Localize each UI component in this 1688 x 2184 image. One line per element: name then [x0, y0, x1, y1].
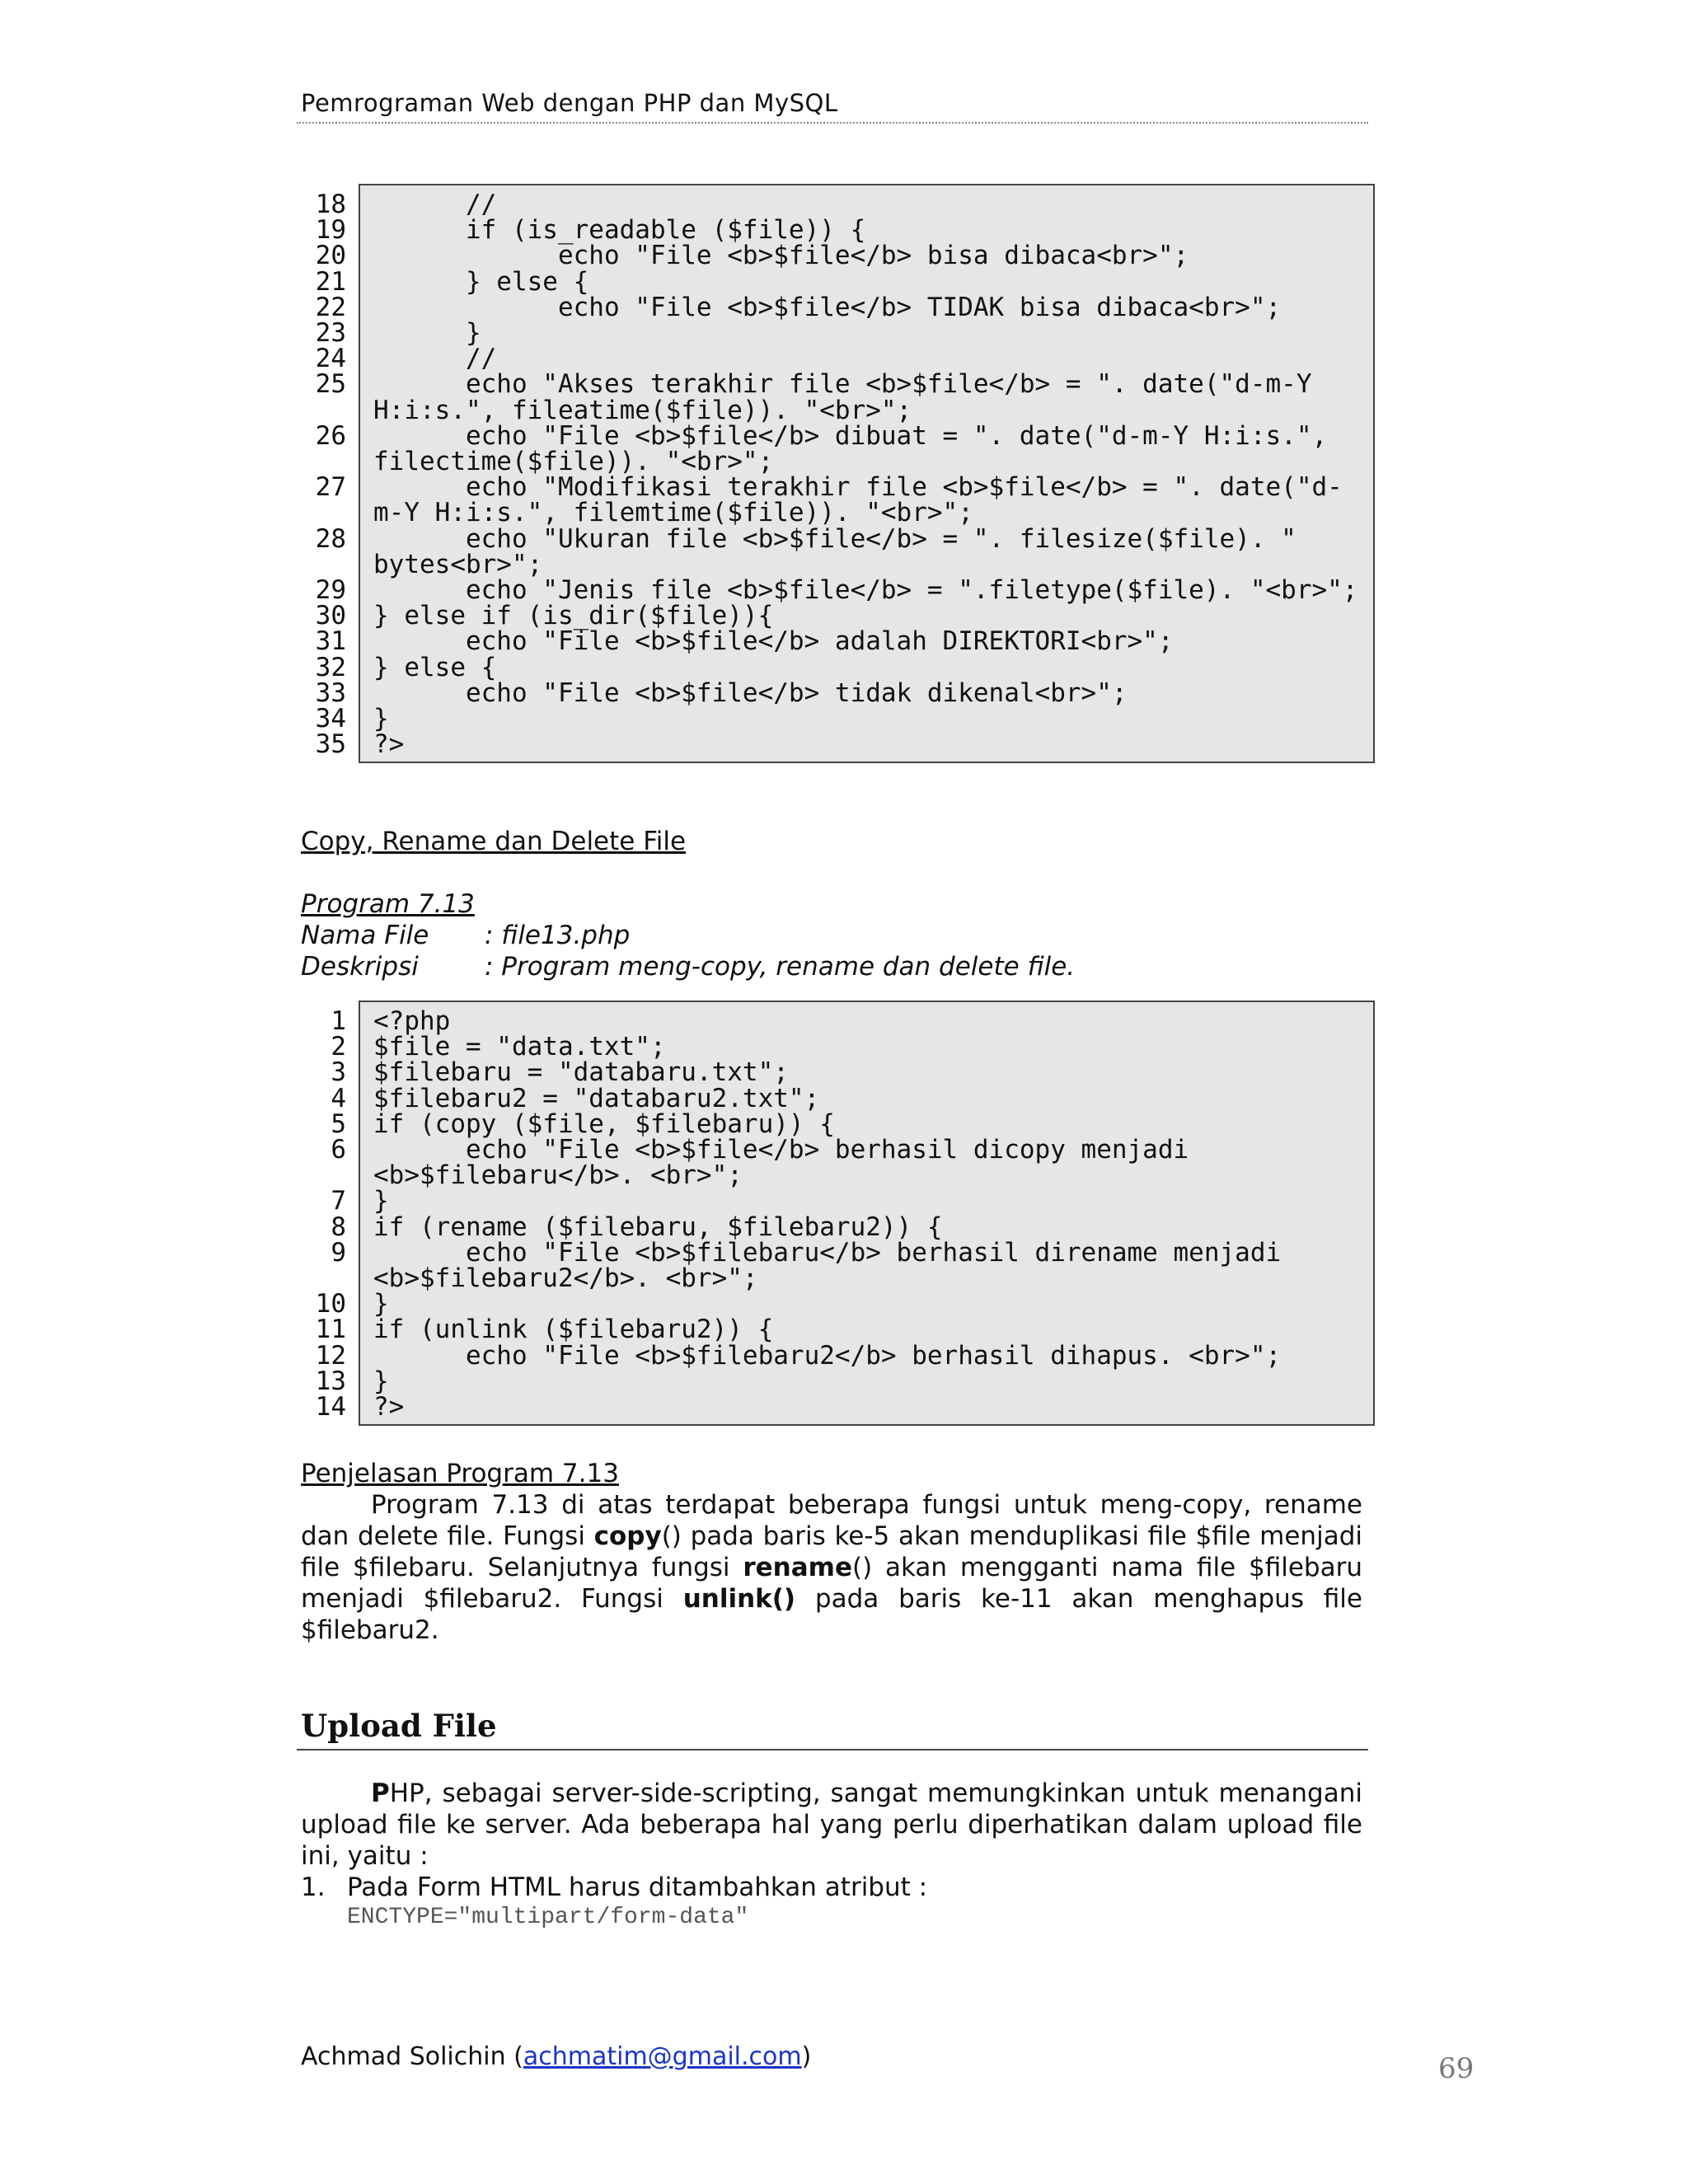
text-run: () pada baris ke-5 akan menduplikasi file $file menjadi file $filebaru. Selanjutnya fungsi: [301, 1521, 1362, 1582]
code-listing-box: [359, 1001, 1375, 1426]
description-label: Deskripsi: [301, 952, 419, 982]
text-run: HP, sebagai server-side-scripting, sangat memungkinkan untuk menangani upload file ke server. Ada beberapa hal yang perlu diperhatikan dalam upload file ini, yaitu :: [301, 1779, 1362, 1871]
section-divider: [297, 1749, 1368, 1750]
text-run: pada baris ke-11 akan menghapus file $filebaru2.: [301, 1584, 1362, 1645]
list-item-number: 1.: [301, 1872, 326, 1902]
program-title: Program 7.13: [301, 889, 475, 919]
code-listing: <?php $file = "data.txt"; $filebaru = "databaru.txt"; $filebaru2 = "databaru2.txt"; if (copy ($file, $filebaru)) { echo "File <b>$file</b> berhasil dicopy menjadi <b>$filebaru</b>. <br>"; } if (rename ($filebaru, $filebaru2)) { echo "File <b>$filebaru</b> berhasil direname menjadi <b>$filebaru2</b>. <br>"; } if (unlink ($filebaru2)) { echo "File <b>$filebaru2</b> berhasil dihapus. <br>"; } ?>: [373, 1006, 1282, 1422]
header-divider: [297, 122, 1368, 124]
running-header: Pemrograman Web dengan PHP dan MySQL: [301, 89, 838, 117]
file-name-label: Nama File: [301, 921, 429, 950]
drop-cap-letter: P: [371, 1779, 390, 1808]
code-listing: // if (is_readable ($file)) { echo "File <b>$file</b> bisa dibaca<br>"; } else { echo "File <b>$file</b> TIDAK bisa dibaca<br>"; } // echo "Akses terakhir file <b>$file</b> = ". date("d-m-Y H:i:s.", fileatime($file)). "<br>"; echo "File <b>$file</b> dibuat = ". date("d-m-Y H:i:s.", filectime($file)). "<br>"; echo "Modifikasi terakhir file <b>$file</b> = ". date("d- m-Y H:i:s.", filemtime($file)). "<br>"; echo "Ukuran file <b>$file</b> = ". filesize($file). " bytes<br>"; echo "Jenis file <b>$file</b> = ".filetype($file). "<br>"; } else if (is_dir($file)){ echo "File <b>$file</b> adalah DIREKTORI<br>"; } else { echo "File <b>$file</b> tidak dikenal<br>"; } ?>: [373, 190, 1358, 760]
upload-intro-paragraph: [301, 1778, 1362, 1872]
explanation-heading: Penjelasan Program 7.13: [301, 1459, 619, 1488]
section-heading: Copy, Rename dan Delete File: [301, 827, 687, 856]
code-listing-box: [359, 184, 1375, 763]
section-title: Upload File: [301, 1708, 497, 1744]
bold-term: copy: [593, 1521, 662, 1551]
closing-paren: ): [801, 2042, 812, 2071]
bold-term: unlink(): [682, 1584, 796, 1614]
text-run: Program 7.13 di atas terdapat beberapa fungsi untuk meng-copy, rename dan delete file. Fungsi: [301, 1490, 1362, 1551]
code-line-numbers: 1 2 3 4 5 6 7 8 9 10 11 12 13 14: [315, 1006, 346, 1422]
enctype-code: ENCTYPE="multipart/form-data": [347, 1905, 749, 1930]
file-name-value: : file13.php: [485, 921, 631, 950]
bold-term: rename: [743, 1553, 852, 1582]
author-name: Achmad Solichin (: [301, 2042, 523, 2071]
email-link[interactable]: achmatim@gmail.com: [523, 2042, 802, 2071]
list-item-text: Pada Form HTML harus ditambahkan atribut :: [347, 1872, 928, 1902]
footer-author: [301, 2042, 811, 2071]
page-number: 69: [1438, 2052, 1475, 2085]
description-value: : Program meng-copy, rename dan delete file.: [485, 952, 1076, 982]
code-line-numbers: 18 19 20 21 22 23 24 25 26 27 28 29 30 31 32 33 34 35: [315, 190, 346, 760]
explanation-paragraph: [301, 1489, 1362, 1646]
text-run: () akan mengganti nama file $filebaru menjadi $filebaru2. Fungsi: [301, 1553, 1362, 1614]
